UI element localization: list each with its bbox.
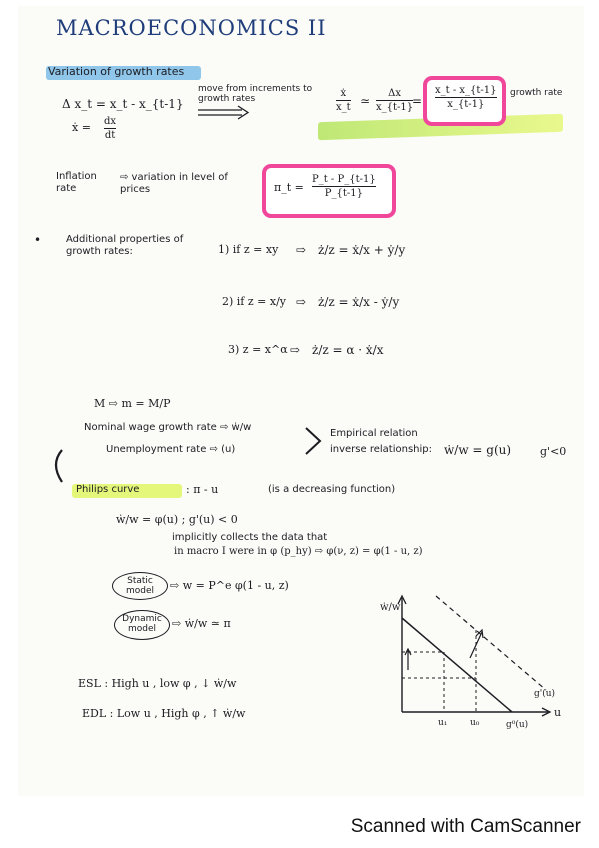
phillips-relation: : π - u [186,483,219,496]
macro-mapping: in macro I were in φ (p_hy) ⇨ φ(ν, z) = φ(1 - u, z) [174,546,423,557]
xdot-fraction [104,116,116,141]
label-g0: g⁰(u) [506,720,529,730]
boxed-numerator: x_t - x_{t-1} [435,85,497,96]
approx-fraction-a [336,88,351,113]
approx-fraction-b [376,88,413,113]
empirical-relation: Empirical relation [330,428,418,439]
approx-a-denominator: x_t [336,102,351,113]
label-g1: g'(u) [534,689,556,699]
approx-b-denominator: x_{t-1} [376,102,414,113]
boxed-fraction [435,85,497,110]
inflation-arrow-text: ⇨ variation in level of prices [120,172,228,195]
pi-lhs: π_t = [274,181,304,194]
approx-a-numerator: ẋ [340,88,347,99]
rule3-arrow: ⇨ [290,343,301,357]
phillips-equation: ẇ/w = φ(u) ; g'(u) < 0 [116,513,238,526]
page-title: MACROECONOMICS II [56,16,327,40]
notebook-page [18,6,584,796]
xdot-lhs: ẋ = [72,121,91,134]
nominal-wage-line: Nominal wage growth rate ⇨ ẇ/w [84,422,252,433]
graph-x-label: u [554,706,562,719]
implicitly-note: implicitly collects the data that [172,532,328,543]
graph-y-label: ẇ/w [380,602,401,613]
phillips-note: (is a decreasing function) [268,484,396,495]
scanner-watermark: Scanned with CamScanner [350,816,581,837]
rule3-equation: ż/z = α · ẋ/x [312,343,384,357]
phillips-label: Philips curve [76,484,140,495]
boxed-inflation [262,164,396,218]
dynamic-model-label: Dynamic model [122,614,162,635]
boxed-growth-rate [423,76,506,126]
pi-numerator: P_t - P_{t-1} [312,174,376,185]
properties-label: Additional properties of growth rates: [66,234,184,257]
inverse-relation-label: inverse relationship: [330,444,432,455]
approx-symbol: ≃ [360,94,371,108]
left-paren-icon [48,448,68,484]
delta-definition: Δ x_t = x_t - x_{t-1} [62,97,184,111]
rule1-arrow: ⇨ [296,243,307,257]
boxed-denominator: x_{t-1} [447,99,485,110]
inverse-derivative: g'<0 [540,445,567,458]
rule2-condition: 2) if z = x/y [222,295,287,308]
double-arrow-icon [198,106,250,120]
right-brace-icon [304,426,324,456]
curve-g1 [436,596,546,690]
rule2-arrow: ⇨ [296,295,307,309]
approx-b-numerator: Δx [388,88,401,99]
xdot-denominator: dt [104,130,116,141]
rule2-equation: ż/z = ẋ/x - ẏ/y [318,295,400,309]
edl-line: EDL : Low u , High φ , ↑ ẇ/w [82,707,246,720]
scanner-footer [0,808,599,848]
tick-u1: u₁ [438,718,448,728]
money-relation: M ⇨ m = M/P [94,397,171,410]
rule1-equation: ż/z = ẋ/x + ẏ/y [318,243,406,257]
curve-g0 [402,618,512,712]
esl-line: ESL : High u , low φ , ↓ ẇ/w [78,677,237,690]
tick-u0: u₀ [470,718,480,728]
section-heading: Variation of growth rates [48,65,185,78]
inverse-relation-equation: ẇ/w = g(u) [444,443,512,457]
xdot-numerator: dx [104,116,117,127]
rule3-condition: 3) z = x^α [228,343,288,356]
pi-denominator: P_{t-1} [324,188,363,199]
rule1-condition: 1) if z = xy [218,243,279,256]
static-model-label: Static model [125,576,155,597]
static-model-equation: ⇨ w = P^e φ(1 - u, z) [170,579,289,592]
phillips-graph [378,592,578,732]
dynamic-model-equation: ⇨ ẇ/w ≃ π [172,617,231,630]
bullet-dot: • [34,233,42,247]
growth-rate-label: growth rate [510,88,563,98]
inflation-label: Inflation rate [56,171,97,194]
unemployment-line: Unemployment rate ⇨ (u) [106,444,236,455]
equals-symbol: = [412,94,423,108]
increments-note: move from increments to growth rates [198,84,313,105]
pi-fraction [312,174,376,199]
